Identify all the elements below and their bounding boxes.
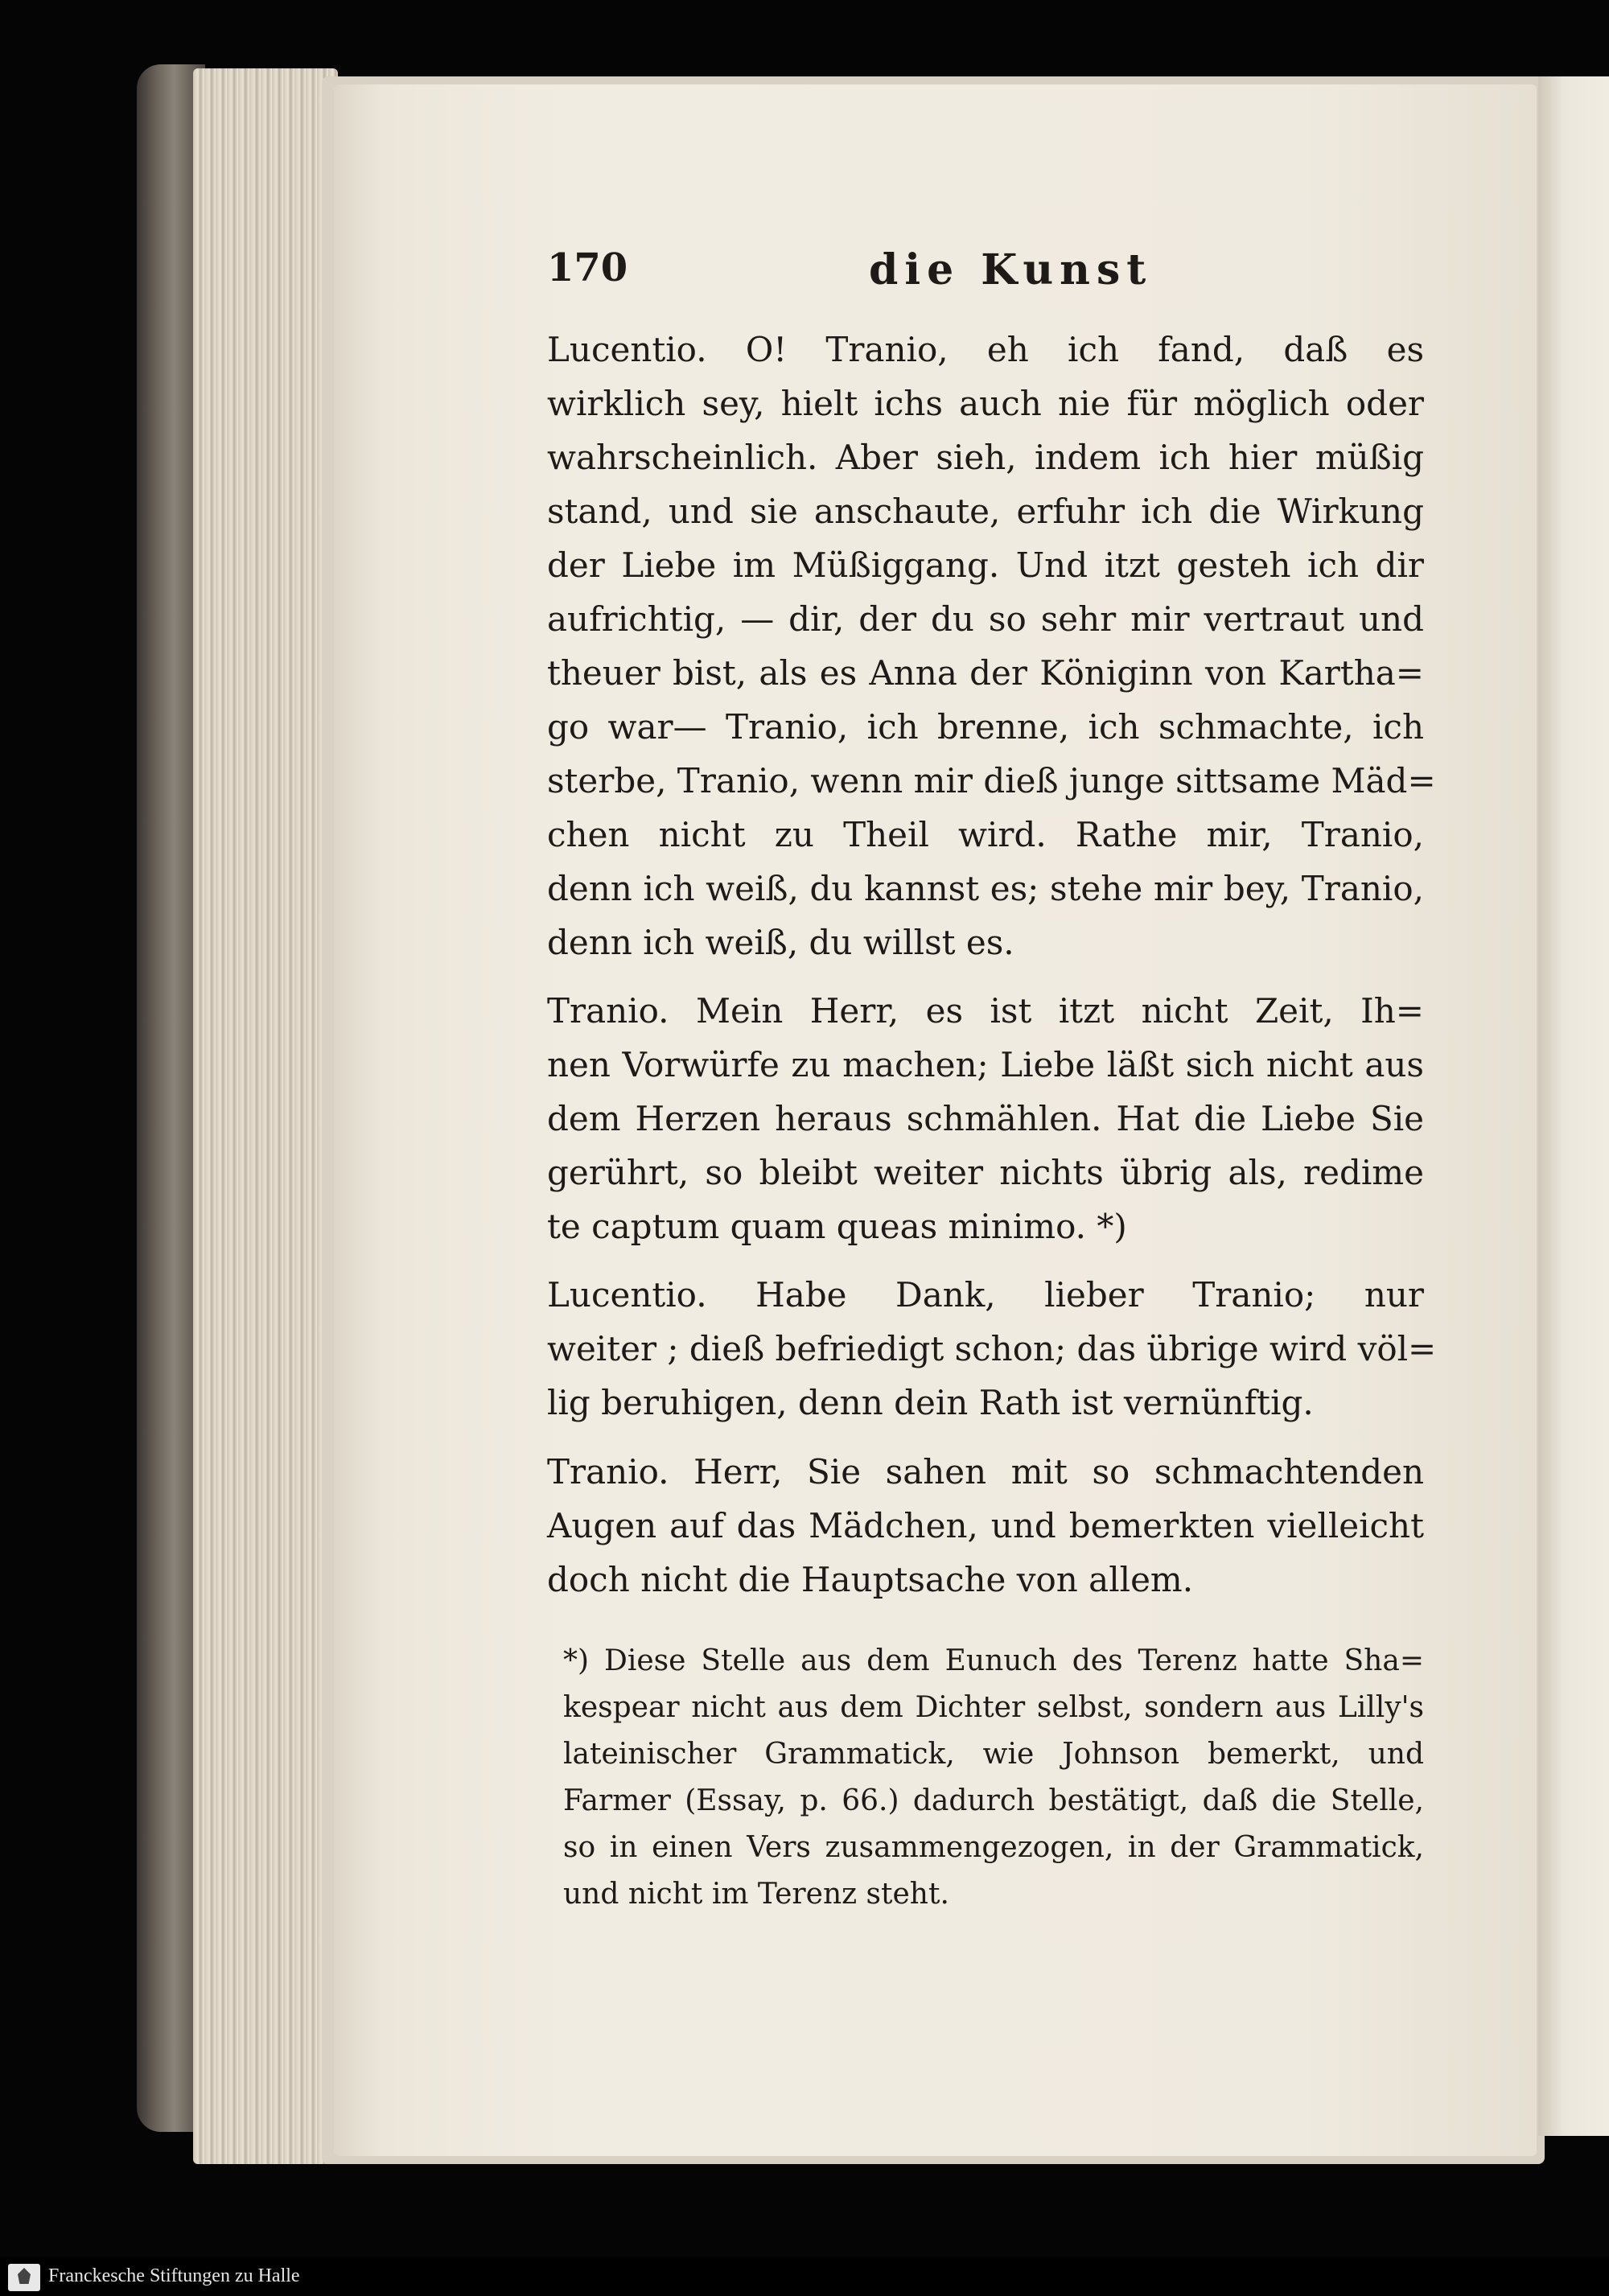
- text-line: weiter ; dieß befriedigt schon; das übrige wird völ=: [547, 1329, 1437, 1368]
- institution-logo-icon: [8, 2264, 40, 2291]
- text-line: theuer bist, als es Anna der Königinn von Kartha=: [547, 653, 1424, 693]
- text-line: chen nicht zu Theil wird. Rathe mir, Tranio,: [547, 815, 1424, 854]
- text-line: nen Vorwürfe zu machen; Liebe läßt sich nicht aus: [547, 1045, 1424, 1084]
- page-number: 170: [547, 245, 628, 290]
- text-line: wirklich sey, hielt ichs auch nie für möglich oder: [547, 384, 1424, 423]
- page-header: [547, 245, 1424, 302]
- text-line: denn ich weiß, du kannst es; stehe mir bey, Tranio,: [547, 869, 1424, 908]
- viewer-footer: [0, 2257, 1609, 2296]
- footnote-line: *) Diese Stelle aus dem Eunuch des Terenz hatte Sha=: [563, 1644, 1424, 1677]
- text-line: gerührt, so bleibt weiter nichts übrig als, redime: [547, 1153, 1424, 1192]
- text-line: der Liebe im Müßiggang. Und itzt gesteh ich dir: [547, 545, 1424, 585]
- text-line: Tranio. Mein Herr, es ist itzt nicht Zeit, Ih=: [547, 991, 1424, 1031]
- footnote-line: kespear nicht aus dem Dichter selbst, sondern aus Lilly's: [563, 1691, 1424, 1724]
- text-line: lig beruhigen, denn dein Rath ist vernünftig.: [547, 1383, 1314, 1422]
- institution-name: Franckesche Stiftungen zu Halle: [48, 2265, 300, 2286]
- text-line: stand, und sie anschaute, erfuhr ich die Wirkung: [547, 492, 1424, 531]
- facing-page-edge: [1538, 76, 1609, 2136]
- text-line: Lucentio. O! Tranio, eh ich fand, daß es: [547, 330, 1424, 369]
- text-line: Tranio. Herr, Sie sahen mit so schmachtenden: [547, 1452, 1424, 1492]
- text-line: Lucentio. Habe Dank, lieber Tranio; nur: [547, 1275, 1424, 1315]
- footnote-line: Farmer (Essay, p. 66.) dadurch bestätigt, daß die Stelle,: [563, 1784, 1424, 1817]
- footnote-line: lateinischer Grammatick, wie Johnson bemerkt, und: [563, 1738, 1424, 1771]
- text-line: Augen auf das Mädchen, und bemerkten vielleicht: [547, 1506, 1424, 1545]
- footnote-line: und nicht im Terenz steht.: [563, 1878, 949, 1911]
- text-line: doch nicht die Hauptsache von allem.: [547, 1560, 1194, 1599]
- page-edges: [193, 68, 338, 2164]
- text-line: aufrichtig, — dir, der du so sehr mir vertraut und: [547, 599, 1424, 639]
- running-head: die Kunst: [869, 245, 1153, 294]
- text-line: go war— Tranio, ich brenne, ich schmachte, ich: [547, 707, 1424, 747]
- text-line: dem Herzen heraus schmählen. Hat die Liebe Sie: [547, 1099, 1424, 1138]
- text-line: denn ich weiß, du willst es.: [547, 923, 1014, 962]
- text-line: wahrscheinlich. Aber sieh, indem ich hier müßig: [547, 438, 1424, 477]
- text-line: te captum quam queas minimo. *): [547, 1207, 1127, 1246]
- footnote-line: so in einen Vers zusammengezogen, in der Grammatick,: [563, 1831, 1424, 1864]
- text-line: sterbe, Tranio, wenn mir dieß junge sittsame Mäd=: [547, 761, 1436, 800]
